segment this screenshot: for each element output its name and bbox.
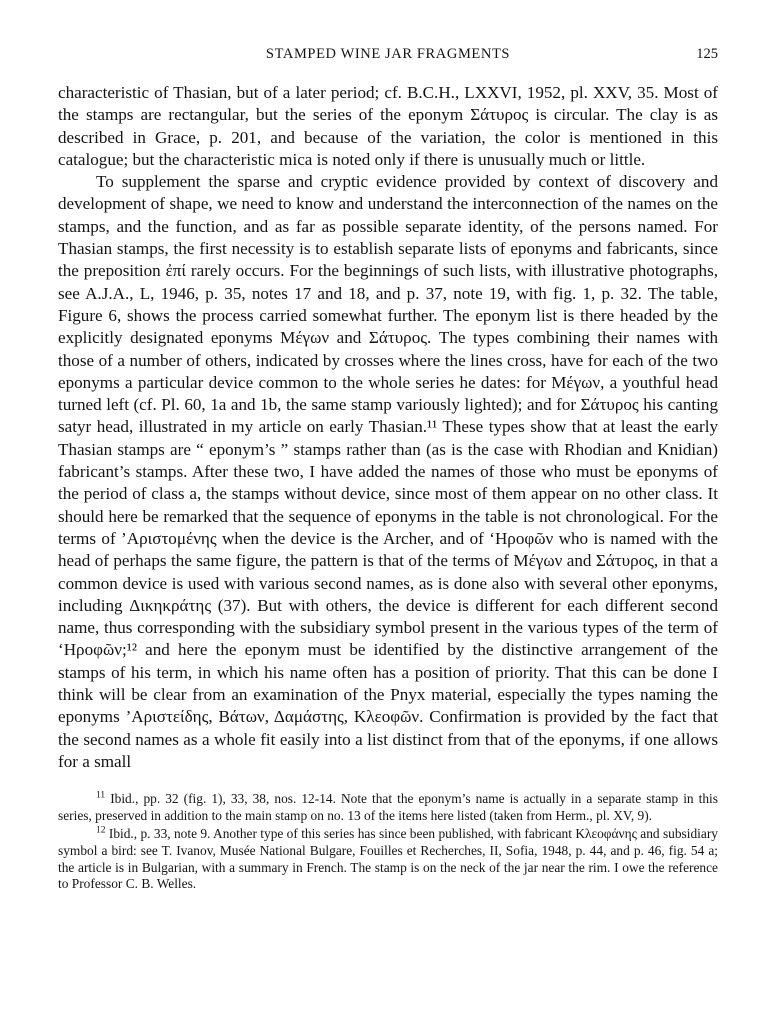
- footnote-number: 11: [96, 790, 106, 801]
- running-title: STAMPED WINE JAR FRAGMENTS: [265, 46, 511, 62]
- paragraph-1: characteristic of Thasian, but of a later period; cf. B.C.H., LXXVI, 1952, pl. XXV, 35. Most of the stamps are rectangular, but the series of the eponym Σάτυρος is circular. The clay is as described in Grace, p. 201, and because of the variation, the color is mentioned in this catalogue; but the characteristic mica is noted only if there is unusually much or little.: [58, 83, 718, 169]
- footnote-12: [58, 826, 718, 892]
- page: [58, 44, 718, 895]
- footnotes: [58, 791, 718, 893]
- running-head: [58, 44, 718, 68]
- footnote-text: Ibid., p. 33, note 9. Another type of this series has since been published, with fabricant Κλεοφάνης and subsidiary symbol a bird: see T. Ivanov, Musée National Bulgare, Fouilles et Recherches, II, Sofia, 1948, p. 44, and p. 46, fig. 54 a; the article is in Bulgarian, with a summary in French. The stamp is on the neck of the jar near the rim. I owe the reference to Professor C. B. Welles.: [58, 826, 718, 892]
- body-text: [58, 82, 718, 773]
- footnote-text: Ibid., pp. 32 (fig. 1), 33, 38, nos. 12-14. Note that the eponym’s name is actually in a separate stamp in this series, preserved in addition to the main stamp on no. 13 of the items here listed (taken from Herm., pl. XV, 9).: [58, 791, 718, 823]
- footnote-number: 12: [96, 825, 106, 836]
- footnote-11: [58, 791, 718, 824]
- page-number: 125: [696, 46, 718, 62]
- paragraph-2: To supplement the sparse and cryptic evidence provided by context of discovery and development of shape, we need to know and understand the interconnection of the names on the stamps, and the function, and as far as possible separate identity, of the persons named. For Thasian stamps, the first necessity is to establish separate lists of eponyms and fabricants, since the preposition ἐπί rarely occurs. For the beginnings of such lists, with illustrative photographs, see A.J.A., L, 1946, p. 35, notes 17 and 18, and p. 37, note 19, with fig. 1, p. 32. The table, Figure 6, shows the process carried somewhat further. The eponym list is there headed by the explicitly designated eponyms Μέγων and Σάτυρος. The types combining their names with those of a number of others, indicated by crosses where the lines cross, have for each of the two eponyms a particular device common to the whole series he dates: for Μέγων, a youthful head turned left (cf. Pl. 60, 1a and 1b, the same stamp variously lighted); and for Σάτυρος his canting satyr head, illustrated in my article on early Thasian.¹¹ These types show that at least the early Thasian stamps are “ eponym’s ” stamps rather than (as is the case with Rhodian and Knidian) fabricant’s stamps. After these two, I have added the names of those who must be eponyms of the period of class a, the stamps without device, since most of them appear on no other class. It should here be remarked that the sequence of eponyms in the table is not chronological. For the terms of ’Αριστομένης when the device is the Archer, and of ‘Ηροφῶν who is named with the head of perhaps the same figure, the pattern is that of the terms of Μέγων and Σάτυρος, in that a common device is used with various second names, as is done also with several other eponyms, including Δικηκράτης (37). But with others, the device is different for each different second name, thus corresponding with the subsidiary symbol present in the various types of the term of ‘Ηροφῶν;¹² and here the eponym must be identified by the distinctive arrangement of the stamps of his term, in which his name often has a position of priority. That this can be done I think will be clear from an examination of the Pnyx material, especially the types naming the eponyms ’Αριστείδης, Βάτων, Δαμάστης, Κλεοφῶν. Confirmation is provided by the fact that the second names as a whole fit easily into a list distinct from that of the eponyms, if one allows for a small: [58, 172, 718, 771]
